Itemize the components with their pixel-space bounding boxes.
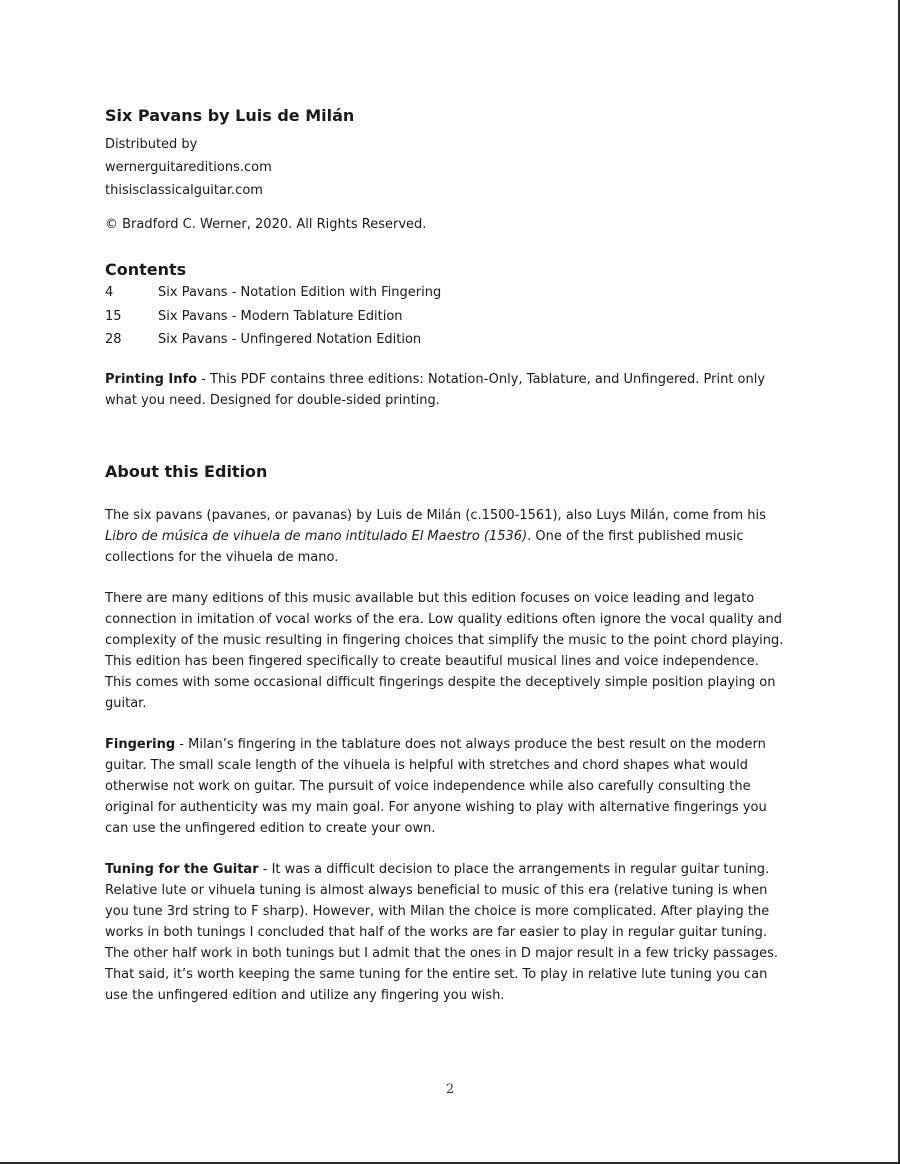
tuning-text: - It was a difficult decision to place the arrangements in regular guitar tuning. Relative lute or vihuela tuning is almost always beneficial to music of this era (relative tuning is when you tune 3rd string to F sharp). However, with Milan the choice is more complicated. After playing the works in both tunings I concluded that half of the works are far easier to play in regular guitar tuning. The other half work in both tunings but I admit that the ones in D major result in a few tricky passages. That said, it’s worth keeping the same tuning for the entire set. To play in relative lute tuning you can use the unfingered edition and utilize any fingering you wish. (105, 861, 779, 1003)
fingering-paragraph (105, 734, 785, 839)
document-title: Six Pavans by Luis de Milán (105, 106, 355, 125)
about-paragraph-intro (105, 505, 785, 568)
about-intro-text-a: The six pavans (pavanes, or pavanas) by Luis de Milán (c.1500-1561), also Luys Milán, come from his (105, 507, 766, 523)
page-content (105, 105, 785, 1006)
page-number: 2 (445, 1082, 455, 1097)
printing-info-label: Printing Info (105, 371, 198, 387)
about-heading: About this Edition (105, 461, 268, 481)
contents-heading: Contents (105, 260, 187, 279)
contents-item-page: 15 (105, 308, 122, 324)
contents-item (105, 328, 785, 352)
fingering-label: Fingering (105, 736, 176, 752)
contents-item-title: Six Pavans - Modern Tablature Edition (158, 308, 403, 324)
contents-item-title: Six Pavans - Unfingered Notation Edition (158, 332, 422, 347)
contents-item (105, 305, 785, 329)
contents-item-page: 4 (105, 285, 114, 300)
website-link-classical: thisisclassicalguitar.com (105, 183, 263, 198)
about-intro-text-b: . One of the first published music collections for the vihuela de mano. (105, 528, 744, 565)
contents-list (105, 281, 785, 352)
contents-item-page: 28 (105, 332, 122, 347)
copyright-notice: © Bradford C. Werner, 2020. All Rights Reserved. (105, 217, 427, 232)
about-intro-book-title: Libro de música de vihuela de mano intitulado El Maestro (1536) (105, 528, 528, 544)
fingering-text: - Milan’s fingering in the tablature does not always produce the best result on the modern guitar. The small scale length of the vihuela is helpful with stretches and chord shapes what would otherwise not work on guitar. The pursuit of voice independence while also carefully consulting the original for authenticity was my main goal. For anyone wishing to play with alternative fingerings you can use the unfingered edition to create your own. (105, 736, 767, 836)
printing-info-paragraph (105, 369, 785, 411)
contents-item-title: Six Pavans - Notation Edition with Fingering (158, 285, 442, 300)
about-paragraph-editions: There are many editions of this music available but this edition focuses on voice leading and legato connection in imitation of vocal works of the era. Low quality editions often ignore the vocal quality and complexity of the music resulting in fingering choices that simplify the music to the point chord playing. This edition has been fingered specifically to create beautiful musical lines and voice independence. This comes with some occasional difficult fingerings despite the deceptively simple position playing on guitar. (105, 590, 784, 711)
tuning-label: Tuning for the Guitar (105, 861, 259, 877)
printing-info-text: - This PDF contains three editions: Notation-Only, Tablature, and Unfingered. Print only what you need. Designed for double-sided printing. (105, 371, 766, 408)
distributed-by-label: Distributed by (105, 137, 198, 152)
contents-item (105, 281, 785, 305)
website-link-werner: wernerguitareditions.com (105, 160, 272, 175)
tuning-paragraph (105, 859, 785, 1006)
